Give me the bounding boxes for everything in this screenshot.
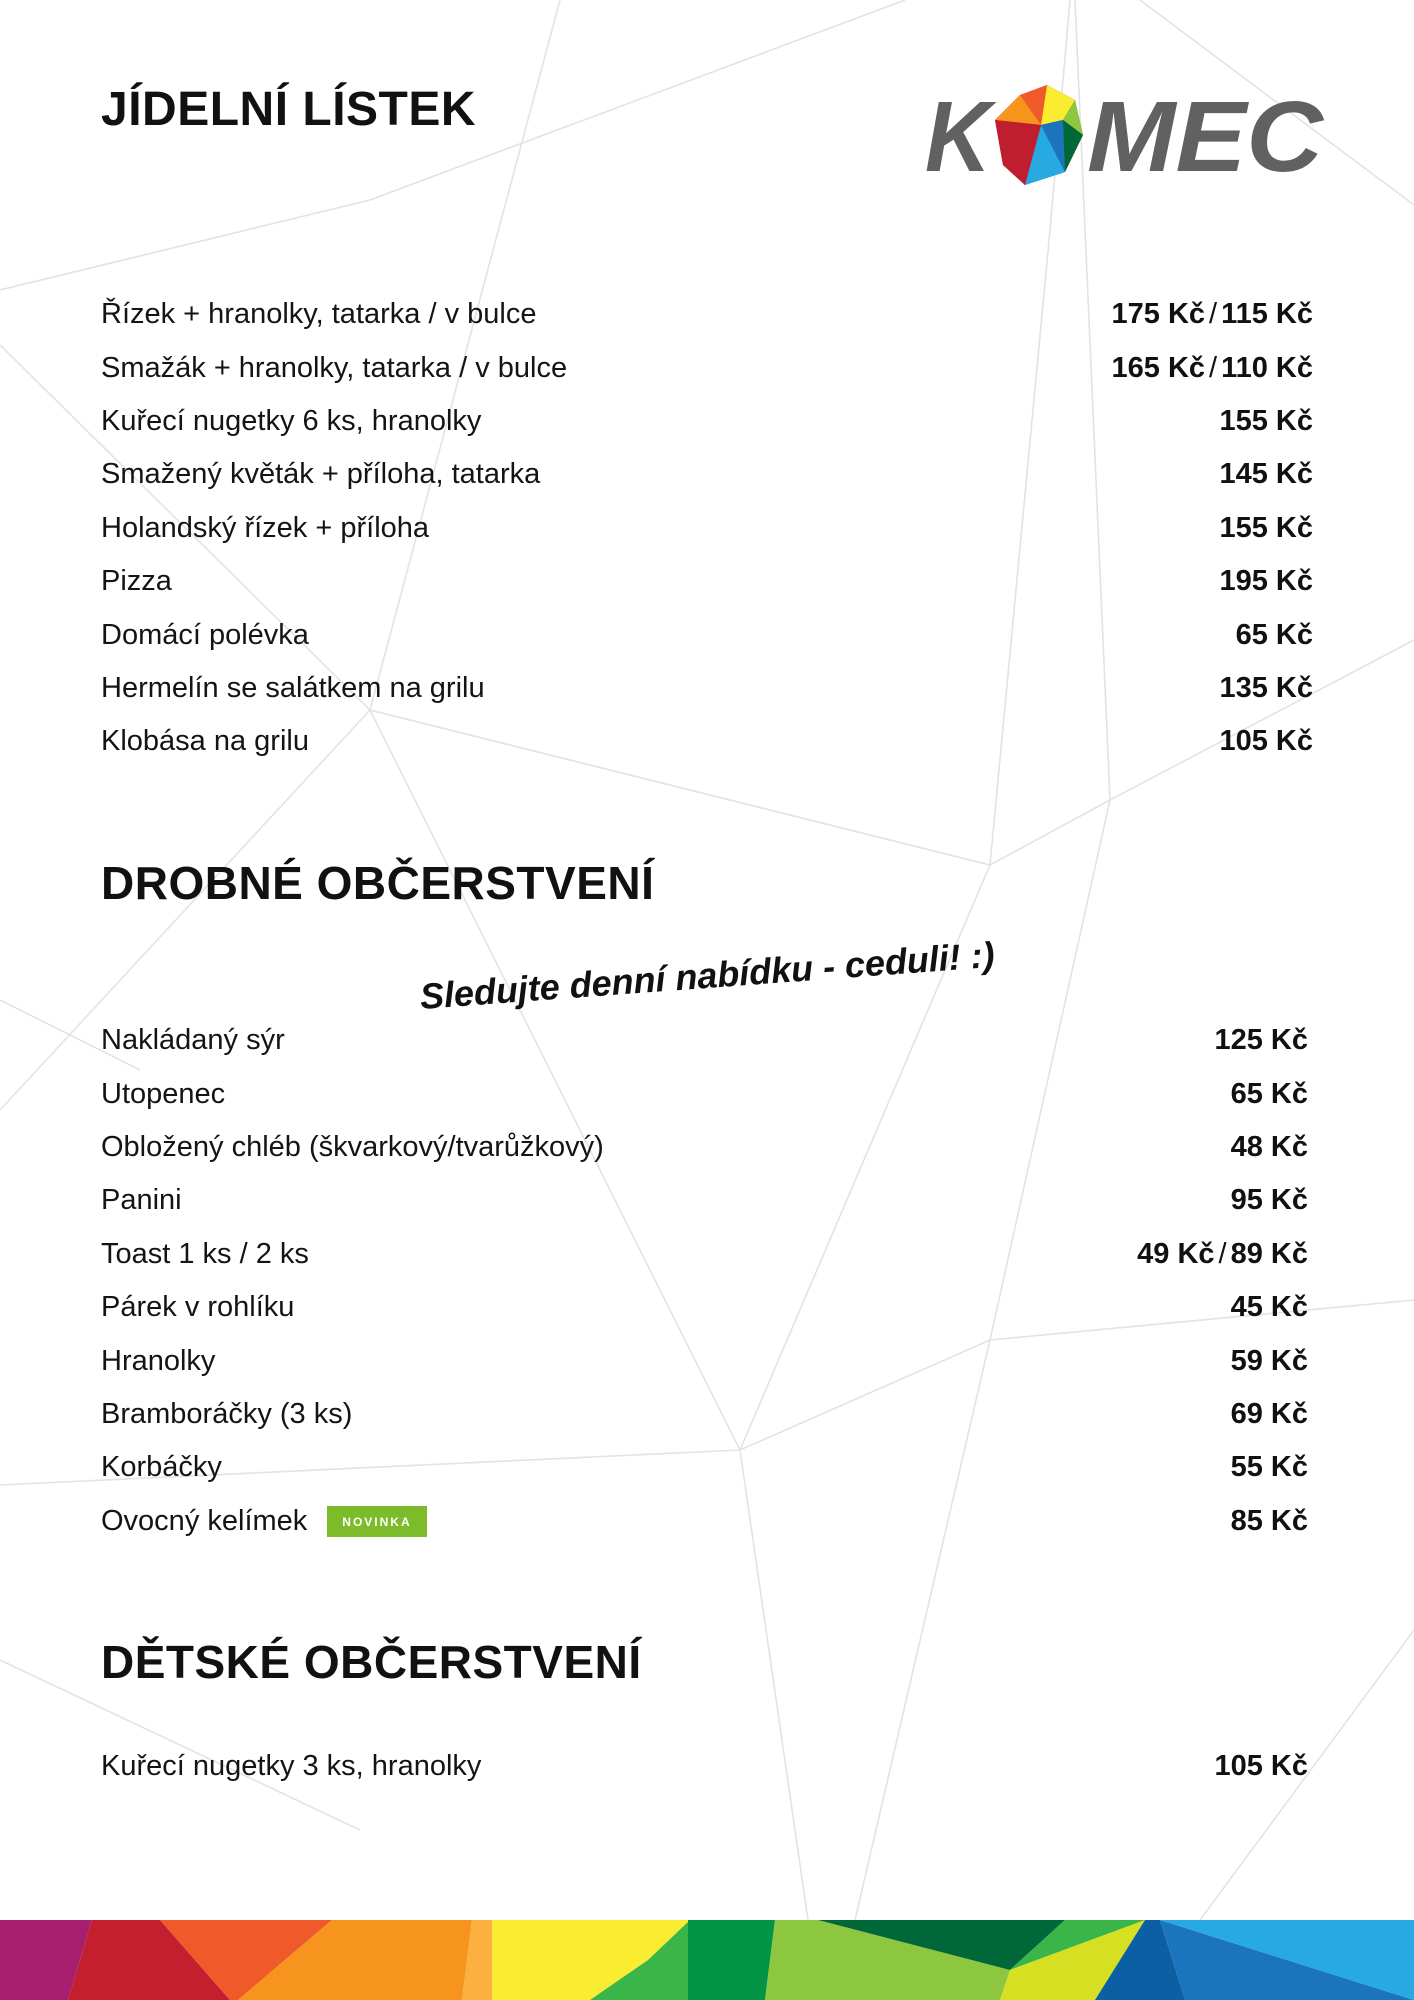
menu-item-price: 95 Kč <box>1230 1184 1308 1217</box>
menu-item-name: Smažený květák + příloha, tatarka <box>101 458 541 491</box>
menu-item-price: 175 Kč / 115 Kč <box>1111 298 1313 331</box>
menu-item <box>101 341 1313 394</box>
menu-item <box>101 1174 1308 1227</box>
menu-item <box>101 1121 1308 1174</box>
menu-item-name: Hermelín se salátkem na grilu <box>101 671 485 704</box>
menu-item <box>101 1740 1308 1793</box>
menu-item-name: Řízek + hranolky, tatarka / v bulce <box>101 298 537 331</box>
menu-item-name: Kuřecí nugetky 3 ks, hranolky <box>101 1750 482 1783</box>
menu-item-name: Obložený chléb (škvarkový/tvarůžkový) <box>101 1130 604 1163</box>
menu-item-price: 55 Kč <box>1230 1451 1308 1484</box>
menu-item-name: Korbáčky <box>101 1451 222 1484</box>
menu-item <box>101 395 1313 448</box>
menu-item-price: 195 Kč <box>1219 565 1313 598</box>
menu-item-name: Párek v rohlíku <box>101 1291 295 1324</box>
section-title-snacks: DROBNÉ OBČERSTVENÍ <box>101 857 655 909</box>
menu-item-name: Utopenec <box>101 1077 226 1110</box>
menu-item-price: 65 Kč <box>1230 1077 1308 1110</box>
menu-item-price: 105 Kč <box>1214 1750 1308 1783</box>
menu-item-name: Toast 1 ks / 2 ks <box>101 1237 309 1270</box>
menu-item-name: Ovocný kelímek NOVINKA <box>101 1505 427 1538</box>
logo-gem-icon <box>995 85 1083 185</box>
page-title: JÍDELNÍ LÍSTEK <box>101 83 477 136</box>
menu-item <box>101 1388 1308 1441</box>
menu-item-name: Nakládaný sýr <box>101 1024 285 1057</box>
menu-item-name: Klobása na grilu <box>101 725 309 758</box>
snacks-menu-list <box>101 1014 1308 1548</box>
svg-text:K: K <box>925 81 998 190</box>
menu-item-price: 145 Kč <box>1219 458 1313 491</box>
menu-item-name: Hranolky <box>101 1344 216 1377</box>
menu-item <box>101 662 1313 715</box>
menu-item-price: 165 Kč / 110 Kč <box>1111 351 1313 384</box>
menu-item-price: 49 Kč / 89 Kč <box>1137 1237 1308 1270</box>
menu-item-price: 135 Kč <box>1219 671 1313 704</box>
menu-item <box>101 1495 1308 1548</box>
menu-item-price: 65 Kč <box>1235 618 1313 651</box>
menu-item <box>101 1334 1308 1387</box>
menu-item-price: 155 Kč <box>1219 511 1313 544</box>
svg-text:MEC: MEC <box>1087 81 1325 190</box>
menu-item-price: 85 Kč <box>1230 1504 1308 1537</box>
menu-item-name: Smažák + hranolky, tatarka / v bulce <box>101 351 568 384</box>
komec-logo <box>925 80 1327 190</box>
menu-item <box>101 1067 1308 1120</box>
menu-item-name: Pizza <box>101 565 172 598</box>
menu-item-price: 105 Kč <box>1219 725 1313 758</box>
menu-item <box>101 448 1313 501</box>
menu-item-name: Panini <box>101 1184 182 1217</box>
menu-item-price: 155 Kč <box>1219 404 1313 437</box>
menu-item <box>101 608 1313 661</box>
menu-item <box>101 1281 1308 1334</box>
menu-item-price: 125 Kč <box>1214 1024 1308 1057</box>
rainbow-footer-strip <box>0 1920 1414 2000</box>
kids-menu-list <box>101 1740 1308 1793</box>
menu-item-price: 59 Kč <box>1230 1344 1308 1377</box>
menu-item <box>101 1441 1308 1494</box>
new-badge: NOVINKA <box>327 1506 426 1537</box>
main-menu-list <box>101 288 1313 769</box>
menu-item-price: 48 Kč <box>1230 1130 1308 1163</box>
menu-item <box>101 1228 1308 1281</box>
daily-offer-note: Sledujte denní nabídku - ceduli! :) <box>418 933 996 1017</box>
menu-item-name: Kuřecí nugetky 6 ks, hranolky <box>101 404 482 437</box>
menu-item-name: Holandský řízek + příloha <box>101 511 430 544</box>
menu-item-price: 45 Kč <box>1230 1291 1308 1324</box>
menu-item <box>101 288 1313 341</box>
menu-item-price: 69 Kč <box>1230 1397 1308 1430</box>
menu-item-name: Domácí polévka <box>101 618 309 651</box>
menu-item <box>101 1014 1308 1067</box>
menu-item <box>101 715 1313 768</box>
menu-item <box>101 502 1313 555</box>
section-title-kids: DĚTSKÉ OBČERSTVENÍ <box>101 1636 642 1688</box>
menu-item <box>101 555 1313 608</box>
menu-item-name: Bramboráčky (3 ks) <box>101 1397 353 1430</box>
